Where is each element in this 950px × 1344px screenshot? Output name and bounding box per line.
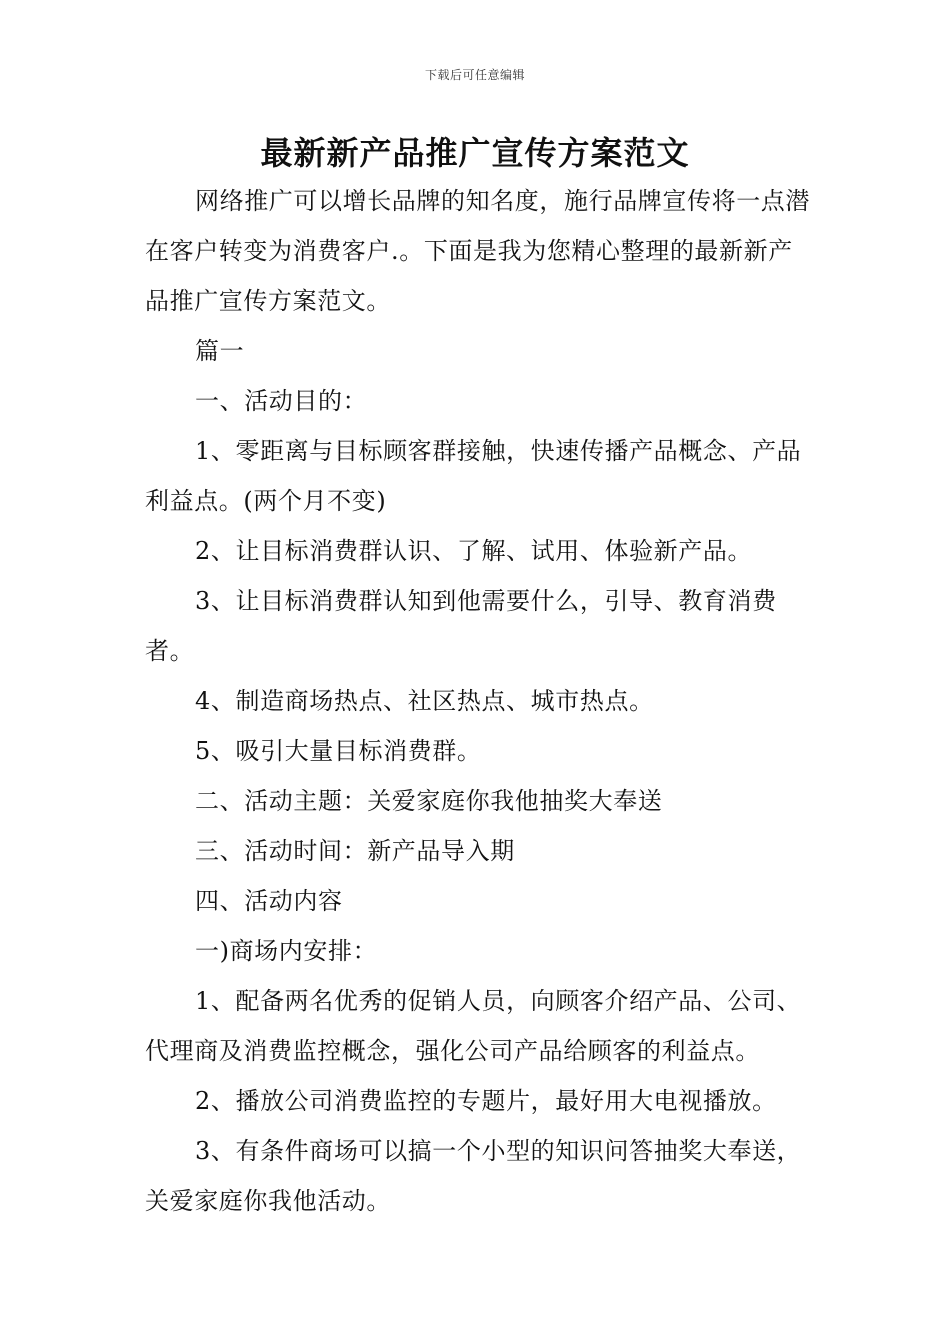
- paragraph-heading-purpose: 一、活动目的：: [195, 387, 368, 415]
- paragraph-time: 三、活动时间：新产品导入期: [195, 837, 515, 865]
- paragraph-theme: 二、活动主题：关爱家庭你我他抽奖大奉送: [195, 787, 663, 815]
- paragraph-purpose-2: 2、让目标消费群认识、了解、试用、体验新产品。: [195, 537, 753, 565]
- paragraph-heading-content: 四、活动内容: [195, 887, 343, 915]
- document-title: 最新新产品推广宣传方案范文: [260, 134, 690, 172]
- paragraph-intro: 网络推广可以增长品牌的知名度，施行品牌宣传将一点潜在客户转变为消费客户.。下面是我为您精心整理的最新新产品推广宣传方案范文。: [145, 187, 810, 315]
- paragraph-purpose-5: 5、吸引大量目标消费群。: [195, 737, 482, 765]
- paragraph-mall-1: 1、配备两名优秀的促销人员，向顾客介绍产品、公司、代理商及消费监控概念，强化公司产品给顾客的利益点。: [145, 987, 802, 1065]
- document-body: [145, 176, 810, 1226]
- paragraph-section-label: 篇一: [195, 337, 245, 365]
- paragraph-mall-2: 2、播放公司消费监控的专题片，最好用大电视播放。: [195, 1087, 777, 1115]
- paragraph-purpose-4: 4、制造商场热点、社区热点、城市热点。: [195, 687, 654, 715]
- paragraph-purpose-1: 1、零距离与目标顾客群接触，快速传播产品概念、产品利益点。(两个月不变): [145, 437, 802, 515]
- paragraph-purpose-3: 3、让目标消费群认知到他需要什么，引导、教育消费者。: [145, 587, 777, 665]
- paragraph-mall-arrangement: 一)商场内安排：: [195, 937, 378, 965]
- header-note: 下载后可任意编辑: [424, 68, 525, 82]
- paragraph-mall-3: 3、有条件商场可以搞一个小型的知识问答抽奖大奉送，关爱家庭你我他活动。: [145, 1137, 802, 1215]
